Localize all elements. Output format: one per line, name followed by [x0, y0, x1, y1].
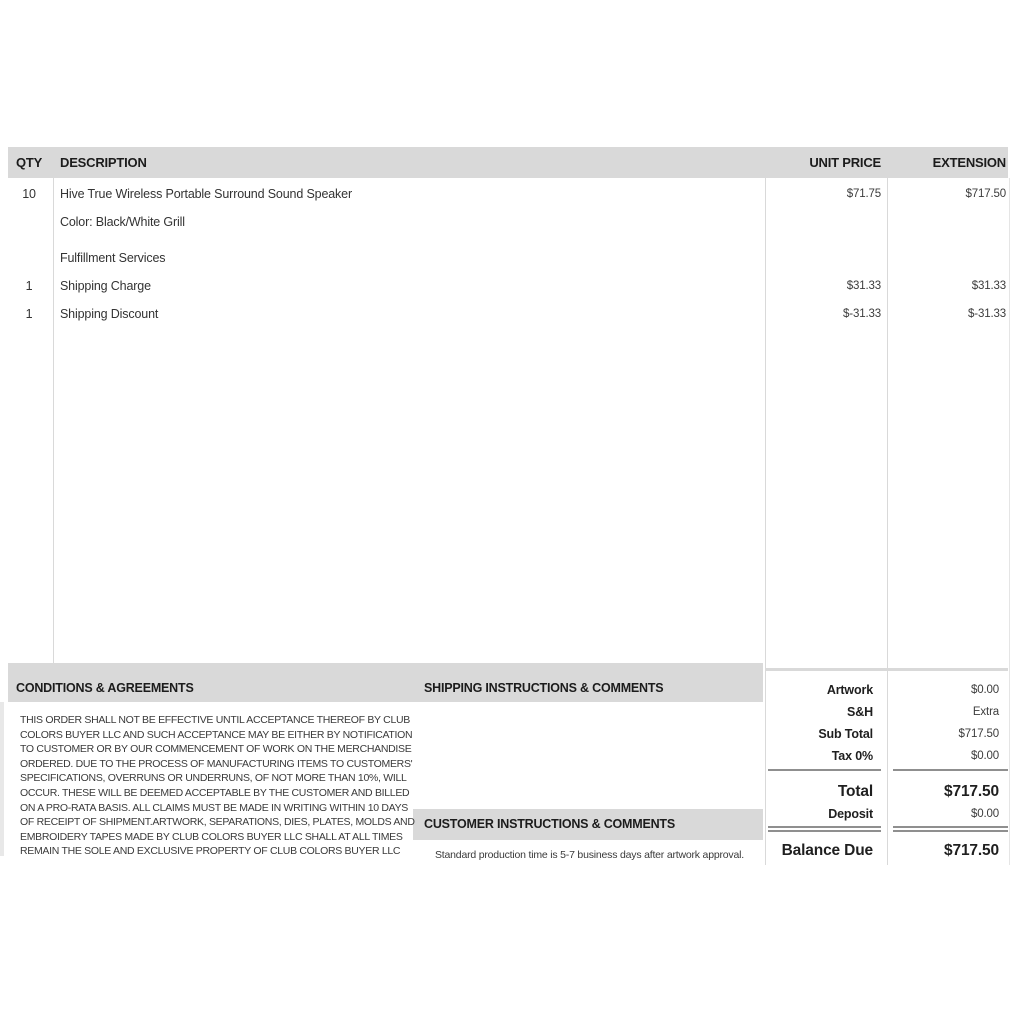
unit-price-cell: $71.75	[846, 188, 881, 200]
unit-price-column-header: UNIT PRICE	[809, 155, 881, 170]
description-column-header: DESCRIPTION	[60, 155, 147, 170]
table-row	[8, 278, 1008, 295]
tax-value: $0.00	[970, 750, 999, 762]
deposit-row	[600, 804, 1008, 824]
subtotal-value: $717.50	[958, 728, 999, 740]
extension-cell: $717.50	[965, 188, 1006, 200]
balance-due-label: Balance Due	[781, 842, 873, 859]
subtotal-label: Sub Total	[818, 727, 873, 741]
description-cell: Fulfillment Services	[60, 251, 166, 265]
balance-rule	[893, 826, 1008, 828]
extension-cell: $31.33	[971, 280, 1006, 292]
customer-section-title: CUSTOMER INSTRUCTIONS & COMMENTS	[424, 817, 676, 831]
total-row	[600, 781, 1008, 803]
totals-rule	[768, 769, 881, 771]
tax-row	[600, 746, 1008, 766]
qty-cell: 1	[25, 307, 33, 321]
extension-column-header: EXTENSION	[932, 155, 1006, 170]
extension-cell: $-31.33	[968, 308, 1006, 320]
artwork-total-row	[600, 680, 1008, 700]
unit-price-cell: $31.33	[846, 280, 881, 292]
sh-value: Extra	[972, 706, 999, 718]
item-table-body	[8, 178, 1008, 669]
production-time-note: Standard production time is 5-7 business days after artwork approval.	[435, 849, 744, 861]
table-row	[8, 250, 1008, 267]
item-table-header-row	[8, 147, 1008, 178]
description-cell: Shipping Charge	[60, 279, 151, 293]
page-right-edge	[1009, 178, 1010, 865]
shipping-section-title: SHIPPING INSTRUCTIONS & COMMENTS	[424, 681, 664, 695]
balance-rule	[893, 830, 1008, 832]
table-row	[8, 186, 1008, 203]
qty-cell	[8, 250, 50, 267]
qty-column-header: QTY	[15, 155, 43, 170]
shipping-handling-row	[600, 702, 1008, 722]
unit-price-cell: $-31.33	[843, 308, 881, 320]
table-row	[8, 306, 1008, 323]
balance-due-value: $717.50	[944, 842, 999, 859]
deposit-value: $0.00	[970, 808, 999, 820]
qty-cell: 1	[25, 279, 33, 293]
balance-due-row	[600, 840, 1008, 862]
balance-rule	[768, 830, 881, 832]
total-value: $717.50	[944, 783, 999, 800]
qty-cell	[8, 214, 50, 231]
tax-label: Tax 0%	[831, 749, 873, 763]
deposit-label: Deposit	[828, 807, 873, 821]
description-cell: Color: Black/White Grill	[60, 215, 185, 229]
totals-rule	[893, 769, 1008, 771]
balance-rule	[768, 826, 881, 828]
table-row	[8, 214, 1008, 231]
description-cell: Hive True Wireless Portable Surround Sound Speaker	[60, 187, 352, 201]
artwork-label: Artwork	[826, 683, 873, 697]
qty-cell: 10	[22, 187, 36, 201]
qty-column-divider	[53, 178, 54, 669]
conditions-section-title: CONDITIONS & AGREEMENTS	[16, 681, 194, 695]
total-label: Total	[837, 783, 873, 800]
artwork-value: $0.00	[970, 684, 999, 696]
conditions-text: THIS ORDER SHALL NOT BE EFFECTIVE UNTIL ACCEPTANCE THEREOF BY CLUB COLORS BUYER LLC AND SUCH ACCEPTANCE MAY BE EITHER BY NOTIFICATION TO CUSTOMER OR BY OUR COMMENCEMENT OF WORK ON THE MERCHANDISE ORDERED. DUE TO THE PROCESS OF MANUFACTURING ITEMS TO CUSTOMERS' SPECIFICATIONS, OVERRUNS OR UNDERRUNS, OF NOT MORE THAN 10%, WILL OCCUR. THESE WILL BE DEEMED ACCEPTABLE BY THE CUSTOMER AND BILLED ON A PRO-RATA BASIS. ALL CLAIMS MUST BE MADE IN WRITING WITHIN 10 DAYS OF RECEIPT OF SHIPMENT.ARTWORK, SEPARATIONS, DIES, PLATES, MOLDS AND EMBROIDERY TAPES MADE BY CLUB COLORS BUYER LLC SHALL AT ALL TIMES REMAIN THE SOLE AND EXCLUSIVE PROPERTY OF CLUB COLORS BUYER LLC	[20, 714, 415, 858]
page-left-edge	[0, 702, 4, 856]
subtotal-row	[600, 724, 1008, 744]
table-bottom-border	[766, 668, 1008, 671]
description-cell: Shipping Discount	[60, 307, 159, 321]
sh-label: S&H	[847, 705, 873, 719]
